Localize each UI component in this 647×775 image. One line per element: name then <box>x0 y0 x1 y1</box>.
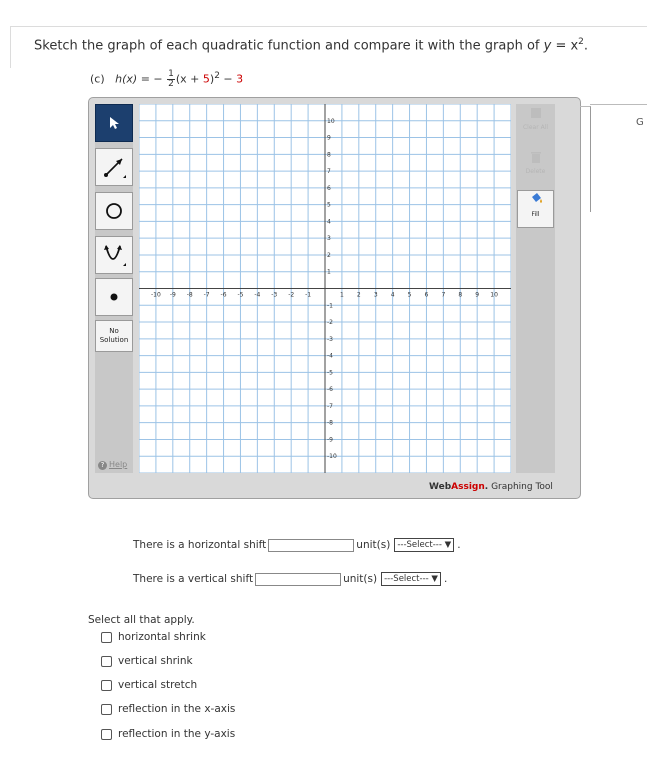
x-tick-label: -8 <box>186 291 193 299</box>
y-tick-label: 4 <box>327 218 331 226</box>
period: . <box>457 539 461 551</box>
y-tick-label: 9 <box>327 134 331 142</box>
checkbox[interactable] <box>101 729 112 740</box>
help-link[interactable]: ? Help <box>98 460 127 470</box>
problem-prompt: Sketch the graph of each quadratic function and compare it with the graph of $y = x^2$. <box>34 37 589 54</box>
horizontal-shift-row <box>133 538 461 552</box>
y-tick-label: 2 <box>327 251 331 259</box>
y-tick-label: 10 <box>327 117 335 125</box>
top-divider <box>10 26 647 27</box>
side-panel-letter: G <box>636 117 644 128</box>
line-tool-icon <box>101 154 127 180</box>
x-tick-label: 5 <box>407 291 412 299</box>
checkbox[interactable] <box>101 680 112 691</box>
no-solution-label-2: Solution <box>99 336 129 344</box>
circle-icon <box>103 200 125 222</box>
circle-tool-button[interactable] <box>95 192 133 230</box>
pointer-tool-button[interactable] <box>95 104 133 142</box>
no-solution-button[interactable] <box>95 320 133 352</box>
y-tick-label: 8 <box>327 151 331 159</box>
x-tick-label: -9 <box>169 291 176 299</box>
x-tick-label: 9 <box>475 291 480 299</box>
y-tick-label: -1 <box>327 302 333 310</box>
webassign-brand: WebAssign. Graphing Tool <box>429 482 553 492</box>
x-tick-label: 10 <box>490 291 498 299</box>
horizontal-direction-select[interactable]: ---Select--- ▼ <box>394 538 454 552</box>
option-vertical-stretch[interactable]: vertical stretch <box>101 679 197 691</box>
y-tick-label: -10 <box>327 453 337 461</box>
checkbox[interactable] <box>101 656 112 667</box>
no-solution-label-1: No <box>109 327 119 335</box>
x-tick-label: -5 <box>237 291 244 299</box>
y-tick-label: -8 <box>327 419 333 427</box>
y-tick-label: -4 <box>327 352 333 360</box>
side-panel-edge <box>580 106 591 212</box>
x-tick-label: 1 <box>339 291 344 299</box>
part-c-function: (c) h(x) = − $\frac{1}{2}$ $(x + 5)^2 - 3$ <box>90 69 244 89</box>
delete-button[interactable]: Delete <box>517 150 554 188</box>
x-tick-label: -1 <box>305 291 312 299</box>
point-icon <box>107 290 121 304</box>
ray-tool-button[interactable] <box>95 148 133 186</box>
select-all-label: Select all that apply. <box>88 614 195 626</box>
checkbox[interactable] <box>101 632 112 643</box>
parabola-icon <box>101 242 127 268</box>
option-reflection-y-axis[interactable]: reflection in the y-axis <box>101 728 235 740</box>
x-tick-label: -10 <box>151 291 161 299</box>
x-tick-label: 6 <box>424 291 429 299</box>
trash-icon <box>529 150 543 164</box>
y-tick-label: 7 <box>327 168 331 176</box>
x-tick-label: -3 <box>271 291 278 299</box>
paint-bucket-icon <box>528 191 544 207</box>
checkbox[interactable] <box>101 704 112 715</box>
horizontal-shift-label: There is a horizontal shift <box>133 539 267 551</box>
y-tick-label: -5 <box>327 369 333 377</box>
fraction: $\frac{1}{2}$ <box>168 69 174 89</box>
y-tick-label: 5 <box>327 201 331 209</box>
point-tool-button[interactable] <box>95 278 133 316</box>
option-reflection-x-axis[interactable]: reflection in the x-axis <box>101 703 235 715</box>
y-tick-label: -6 <box>327 386 333 394</box>
vertical-shift-label: There is a vertical shift <box>133 573 254 585</box>
help-icon: ? <box>98 461 107 470</box>
clear-icon <box>529 106 543 120</box>
option-vertical-shrink[interactable]: vertical shrink <box>101 655 193 667</box>
x-tick-label: 2 <box>356 291 361 299</box>
units-label: unit(s) <box>343 573 378 585</box>
x-tick-label: 7 <box>441 291 446 299</box>
chevron-down-icon: ▼ <box>444 540 452 550</box>
x-tick-label: 3 <box>373 291 378 299</box>
left-accent-bar <box>10 26 11 68</box>
parabola-tool-button[interactable] <box>95 236 133 274</box>
clear-all-button[interactable]: Clear All <box>517 106 554 144</box>
y-tick-label: 1 <box>327 268 331 276</box>
x-tick-label: -4 <box>254 291 261 299</box>
x-tick-label: -7 <box>203 291 210 299</box>
cursor-arrow-icon <box>107 116 121 130</box>
period: . <box>443 573 448 585</box>
y-tick-label: -3 <box>327 335 333 343</box>
side-divider <box>590 104 647 105</box>
vertical-direction-select[interactable]: ---Select--- ▼ <box>381 572 441 586</box>
y-tick-label: 3 <box>327 235 331 243</box>
coordinate-grid[interactable] <box>139 104 511 473</box>
y-tick-label: -9 <box>327 436 333 444</box>
units-label: unit(s) <box>356 539 391 551</box>
y-tick-label: -2 <box>327 319 333 327</box>
horizontal-shift-input[interactable] <box>268 539 354 552</box>
x-tick-label: 4 <box>390 291 395 299</box>
option-horizontal-shrink[interactable]: horizontal shrink <box>101 631 206 643</box>
vertical-shift-input[interactable] <box>255 573 341 586</box>
chevron-down-icon: ▼ <box>431 574 438 584</box>
x-tick-label: -2 <box>288 291 295 299</box>
fill-button[interactable]: Fill <box>517 190 554 228</box>
x-tick-label: 8 <box>458 291 463 299</box>
x-tick-label: -6 <box>220 291 227 299</box>
y-tick-label: -7 <box>327 402 333 410</box>
vertical-shift-row <box>133 572 447 586</box>
y-tick-label: 6 <box>327 184 331 192</box>
